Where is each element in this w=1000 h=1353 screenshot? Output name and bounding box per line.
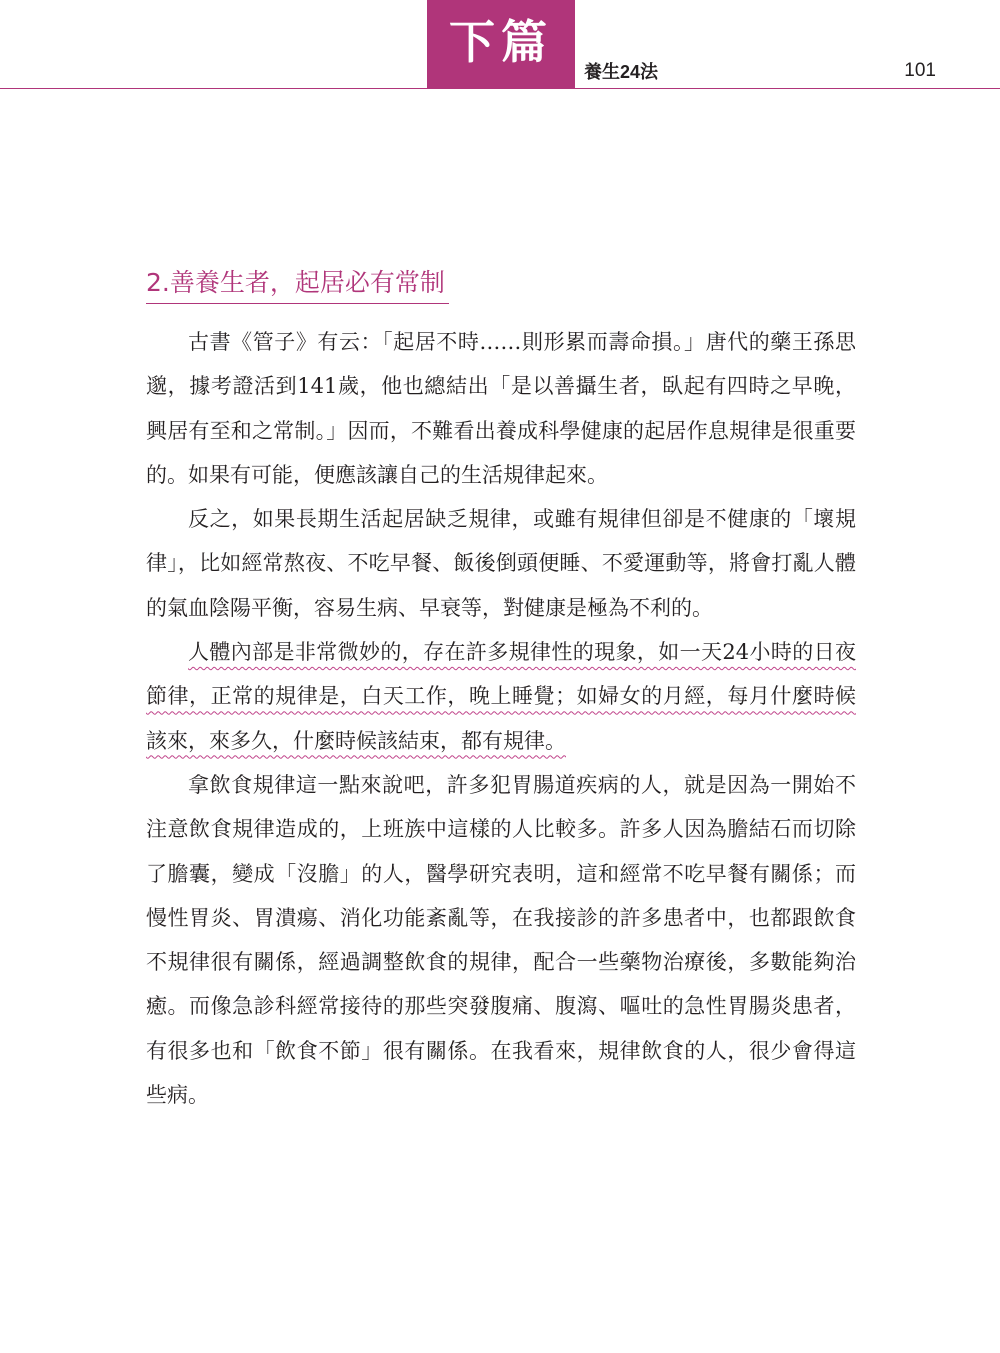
paragraph-3 <box>146 630 856 763</box>
body-text <box>146 320 856 1117</box>
header-section-tab <box>427 0 575 89</box>
paragraph-4: 拿飲食規律這一點來說吧，許多犯胃腸道疾病的人，就是因為一開始不注意飲食規律造成的，上班族中這樣的人比較多。許多人因為膽結石而切除了膽囊，變成「沒膽」的人，醫學研究表明，這和經常不吃早餐有關係；而慢性胃炎、胃潰瘍、消化功能紊亂等，在我接診的許多患者中，也都跟飲食不規律很有關係，經過調整飲食的規律，配合一些藥物治療後，多數能夠治癒。而像急診科經常接待的那些突發腹痛、腹瀉、嘔吐的急性胃腸炎患者，有很多也和「飲食不節」很有關係。在我看來，規律飲食的人，很少會得這些病。 <box>146 772 856 1108</box>
paragraph-2: 反之，如果長期生活起居缺乏規律，或雖有規律但卻是不健康的「壞規律」，比如經常熬夜、不吃早餐、飯後倒頭便睡、不愛運動等，將會打亂人體的氣血陰陽平衡，容易生病、早衰等，對健康是極為不利的。 <box>146 507 856 620</box>
header-subtitle: 養生24法 <box>584 62 659 82</box>
paragraph-1: 古書《管子》有云：「起居不時……則形累而壽命損。」唐代的藥王孫思邈，據考證活到141歲，他也總結出「是以善攝生者，臥起有四時之早晚，興居有至和之常制。」因而，不難看出養成科學健康的起居作息規律是很重要的。如果有可能，便應該讓自己的生活規律起來。 <box>146 330 856 487</box>
section-heading: 2.善養生者，起居必有常制 <box>146 266 449 304</box>
header-tab-label: 下篇 <box>449 14 553 69</box>
page-number: 101 <box>904 60 936 81</box>
emphasized-passage: 人體內部是非常微妙的，存在許多規律性的現象，如一天24小時的日夜節律，正常的規律是，白天工作，晚上睡覺；如婦女的月經，每月什麼時候該來，來多久，什麼時候該結束，都有規律。 <box>146 640 856 753</box>
